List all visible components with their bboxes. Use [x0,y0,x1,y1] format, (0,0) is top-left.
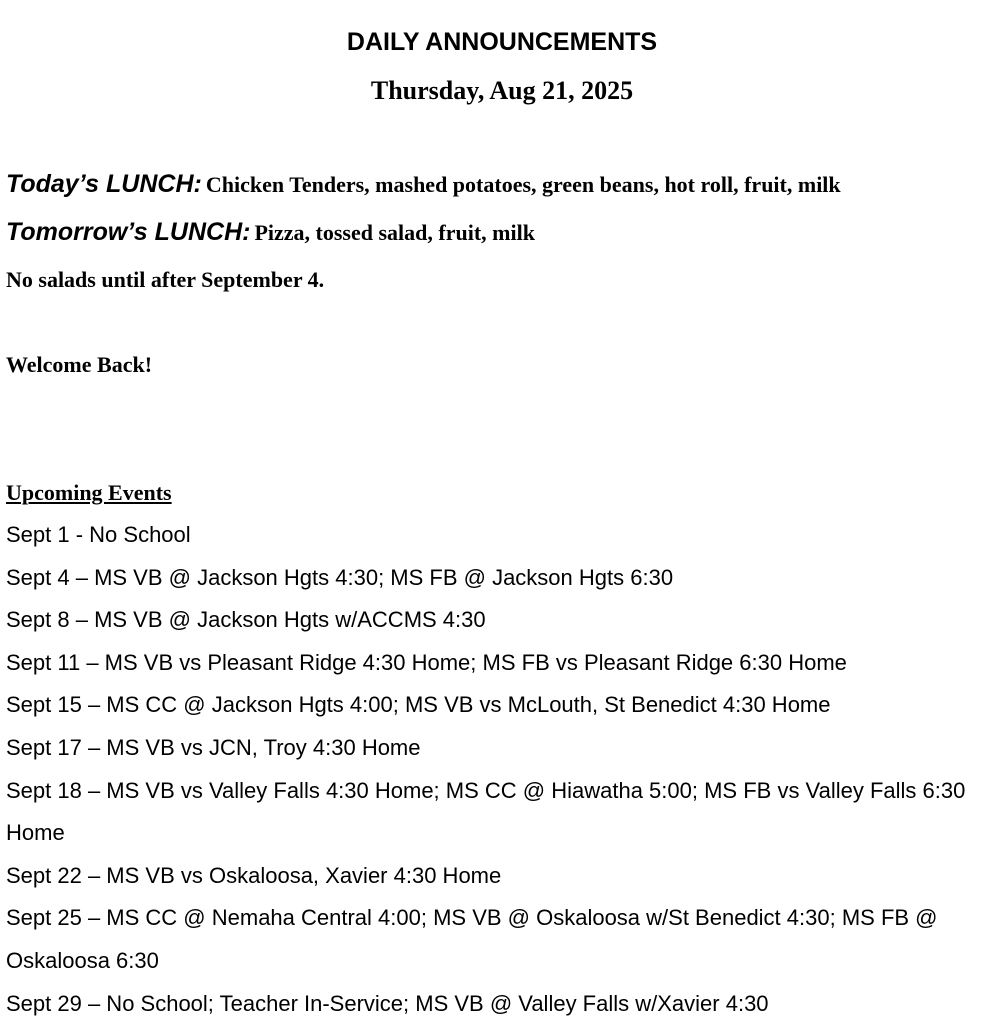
event-item: Sept 15 – MS CC @ Jackson Hgts 4:00; MS VB vs McLouth, St Benedict 4:30 Home [6,692,831,718]
tomorrow-lunch [6,218,535,247]
event-item: Sept 22 – MS VB vs Oskaloosa, Xavier 4:30 Home [6,862,502,888]
event-item: Sept 18 – MS VB vs Valley Falls 4:30 Home; MS CC @ Hiawatha 5:00; MS FB vs Valley Falls 6:30 Home [6,777,966,846]
event-item: Sept 17 – MS VB vs JCN, Troy 4:30 Home [6,734,421,760]
upcoming-events-heading: Upcoming Events [6,480,172,505]
today-lunch-label: Today’s LUNCH: [6,170,202,198]
event-item: Sept 1 - No School [6,522,191,547]
event-item: Sept 4 – MS VB @ Jackson Hgts 4:30; MS FB @ Jackson Hgts 6:30 [6,564,674,590]
event-item: Sept 25 – MS CC @ Nemaha Central 4:00; MS VB @ Oskaloosa w/St Benedict 4:30; MS FB @ Oskaloosa 6:30 [6,905,938,973]
tomorrow-lunch-menu: Pizza, tossed salad, fruit, milk [254,220,535,245]
today-lunch [6,170,841,199]
tomorrow-lunch-label: Tomorrow’s LUNCH: [6,218,251,246]
page-title: DAILY ANNOUNCEMENTS [346,28,658,56]
today-lunch-menu: Chicken Tenders, mashed potatoes, green beans, hot roll, fruit, milk [205,172,841,197]
upcoming-events-list [6,514,981,1025]
event-item: Sept 8 – MS VB @ Jackson Hgts w/ACCMS 4:30 [6,607,486,633]
salad-note: No salads until after September 4. [6,267,325,292]
announcement-date: Thursday, Aug 21, 2025 [370,76,634,105]
event-item: Sept 29 – No School; Teacher In-Service; MS VB @ Valley Falls w/Xavier 4:30 [6,990,769,1016]
welcome-message: Welcome Back! [6,352,153,377]
event-item: Sept 11 – MS VB vs Pleasant Ridge 4:30 Home; MS FB vs Pleasant Ridge 6:30 Home [6,649,847,675]
